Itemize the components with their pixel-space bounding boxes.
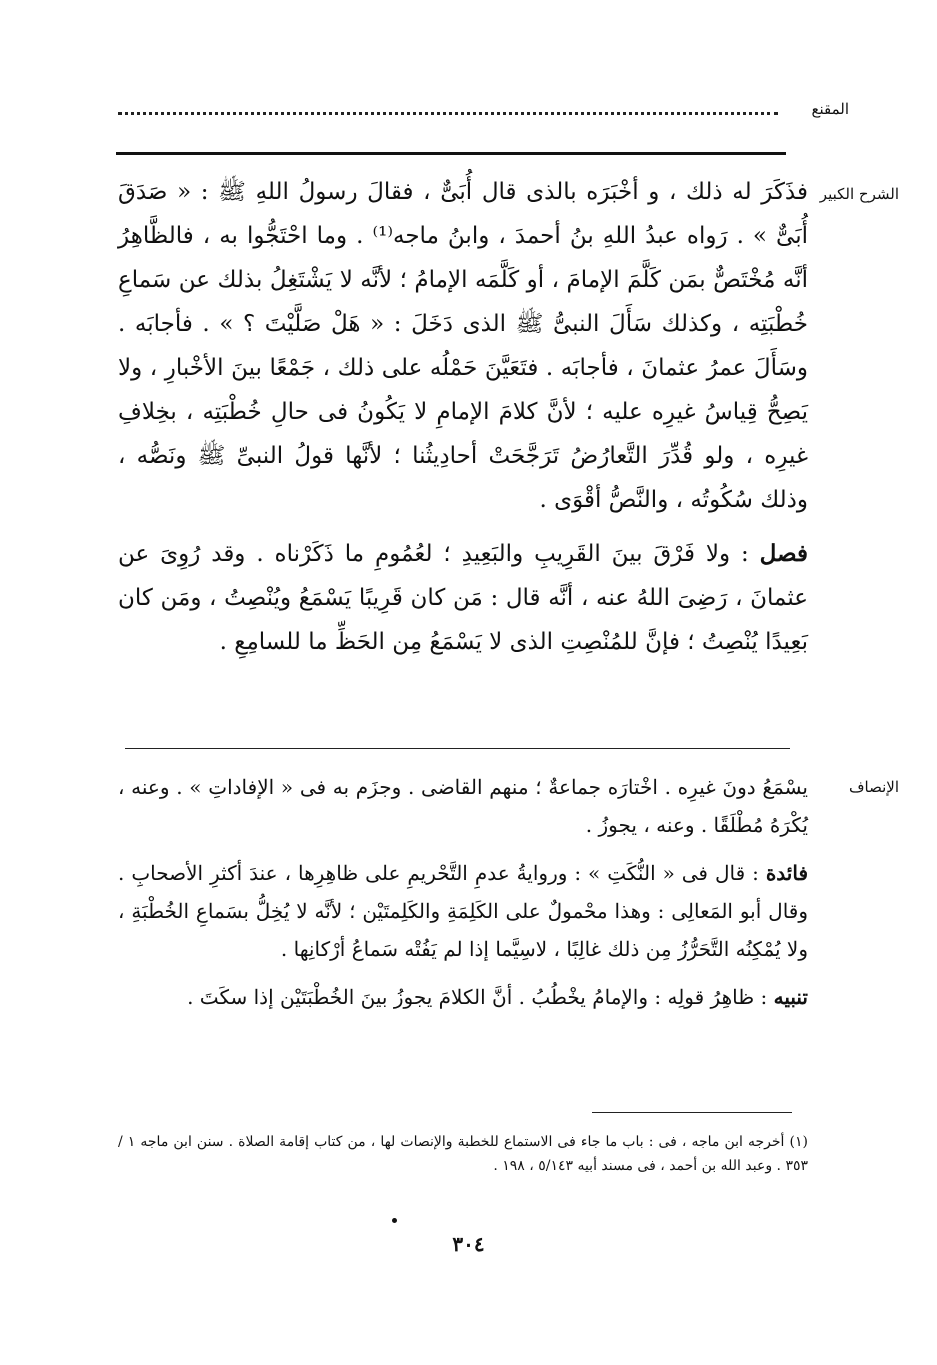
header-dotted-rule — [118, 112, 778, 115]
tanbih-paragraph — [118, 978, 808, 1016]
sharh-section — [118, 170, 808, 664]
page-dot — [392, 1218, 397, 1223]
insaf-margin-label: الإنصاف — [848, 778, 899, 796]
page-number: ٣٠٤ — [452, 1232, 485, 1256]
insaf-paragraph: يسْمَعُ دونَ غيرِه . اخْتارَه جماعةٌ ؛ منهم القاضى . وجزَم به فى « الإفاداتِ » . وعنه ، يُكْرَهُ مُطْلَقًا . وعنه ، يجوزُ . — [118, 775, 808, 837]
insaf-section — [118, 768, 808, 1016]
tanbih-lead: تنبيه — [773, 985, 808, 1009]
header-title: المقنع — [811, 100, 849, 118]
footnote-divider — [592, 1112, 792, 1113]
faida-lead: فائدة — [765, 861, 809, 885]
sharh-margin-label: الشرح الكبير — [819, 185, 899, 203]
fasl-lead: فصل — [759, 540, 808, 567]
footnote: (١) أخرجه ابن ماجه ، فى : باب ما جاء فى الاستماع للخطبة والإنصات لها ، من كتاب إقامة الصلاة . سنن ابن ماجه ١ / ٣٥٣ . وعبد الله بن أحمد ، فى مسند أبيه ٥/١٤٣ ، ١٩٨ . — [118, 1134, 808, 1174]
fasl-paragraph — [118, 532, 808, 664]
section-divider — [125, 748, 790, 749]
faida-text: : قال فى « النُّكَتِ » : وروايةُ عدمِ التَّحْريمِ على ظاهِرِها ، عندَ أكثرِ الأصحابِ . وقال أبو المَعالِى : وهذا محْمولٌ على الكَلِمَةِ والكَلِمتَيْن ؛ لأنَّه لا يُخِلُّ بسَماعِ الخُطْبَةِ ، ولا يُمْكِنُه التَّحَرُّزُ مِن ذلك غالِبًا ، لاسِيَّما إذا لم يَفُتْه سَماعُ أرْكانِها . — [118, 861, 809, 961]
sharh-paragraph: فذَكَرَ له ذلك ، و أخْبَرَه بالذى قال أُبَىٌّ ، فقالَ رسولُ اللهِ ﷺ : « صَدَقَ أُبَىٌّ » . رَواه عبدُ اللهِ بنُ أحمدَ ، وابنُ ماجه⁽¹⁾ . وما احْتَجُّوا به ، فالظَّاهِرُ أنَّه مُخْتَصٌّ بمَن كَلَّمَ الإمامَ ، أو كَلَّمَه الإمامُ ؛ لأنَّه لا يَشْتَغِلُ بذلك عن سَماعِ خُطْبَتِه ، وكذلك سَأَلَ النبىُّ ﷺ الذى دَخَلَ : « هَلْ صَلَّيْتَ ؟ » . فأجابَه . وسَأَلَ عمرُ عثمانَ ، فأجابَه . فتَعَيَّنَ حَمْلُه على ذلك ، جَمْعًا بينَ الأخْبارِ ، ولا يَصِحُّ قِياسُ غيرِه عليه ؛ لأنَّ كلامَ الإمامِ لا يَكُونُ فى حالِ خُطْبَتِه ، بخِلافِ غيرِه ، ولو قُدِّرَ التَّعارُضُ تَرَجَّحَتْ أحادِيثُنا ؛ لأنَّها قولُ النبىِّ ﷺ ونَصُّه ، وذلك سُكُوتُه ، والنَّصُّ أقْوَى . — [118, 179, 808, 513]
fasl-text: : ولا فَرْقَ بينَ القَرِيبِ والبَعِيدِ ؛ لعُمُومِ ما ذَكَرْناه . وقد رُوِىَ عن عثمانَ ، رَضِىَ اللهُ عنه ، أنَّه قال : مَن كان قَرِيبًا يَسْمَعُ ويُنْصِتُ ، ومَن كان بَعِيدًا يُنْصِتُ ؛ فإنَّ للمُنْصِتِ الذى لا يَسْمَعُ مِن الحَظِّ ما للسامِعِ . — [118, 541, 808, 655]
tanbih-text: : ظاهِرُ قولِه : والإمامُ يخْطُبُ . أنَّ الكلامَ يجوزُ بينَ الخُطْبَتَيْن إذا سكَتَ . — [187, 985, 768, 1009]
faida-paragraph — [118, 854, 808, 968]
header-rule — [116, 152, 786, 155]
